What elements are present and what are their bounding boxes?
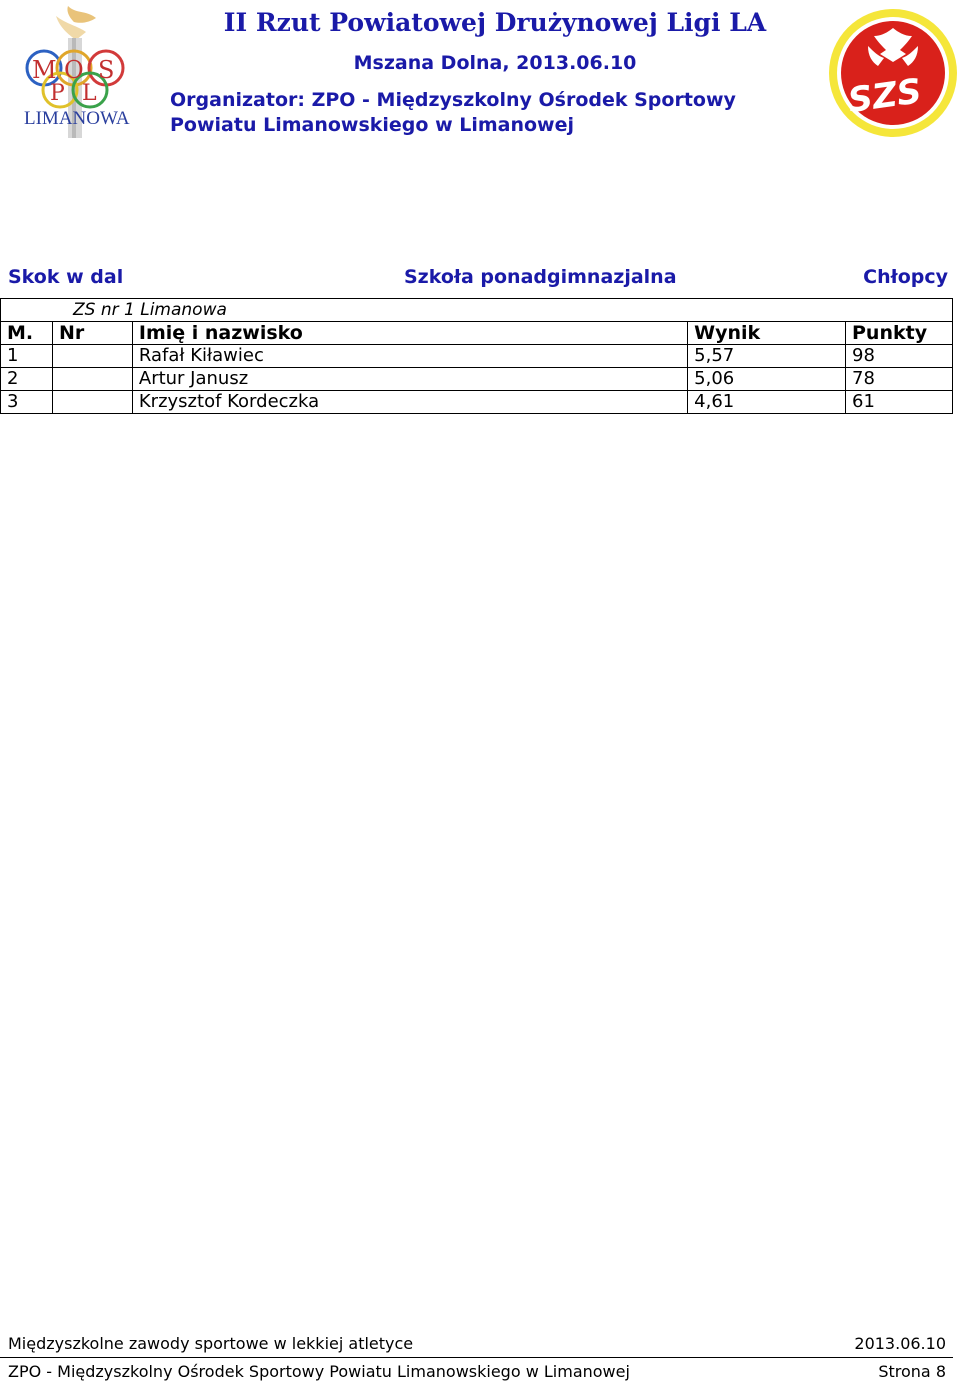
school-category: Szkoła ponadgimnazjalna — [404, 266, 677, 288]
svg-text:S: S — [98, 56, 115, 84]
cell-result: 4,61 — [688, 391, 846, 414]
table-header-row — [1, 322, 953, 345]
cell-name: Artur Janusz — [132, 368, 687, 391]
table-row — [1, 368, 953, 391]
table-row — [1, 391, 953, 414]
place-date: Mszana Dolna, 2013.06.10 — [353, 52, 637, 74]
cell-name: Krzysztof Kordeczka — [132, 391, 687, 414]
cell-points: 78 — [846, 368, 953, 391]
organizer-line-2: Powiatu Limanowskiego w Limanowej — [170, 114, 575, 136]
cell-points: 98 — [846, 345, 953, 368]
col-header-number: Nr — [52, 322, 132, 345]
col-header-result: Wynik — [688, 322, 846, 345]
page-title: II Rzut Powiatowej Drużynowej Ligi LA — [223, 8, 767, 37]
footer-event-description: Międzyszkolne zawody sportowe w lekkiej atletyce — [8, 1334, 414, 1353]
section-heading — [8, 266, 948, 290]
footer-date: 2013.06.10 — [854, 1334, 946, 1353]
svg-text:P: P — [50, 81, 65, 106]
results-table — [0, 298, 953, 414]
cell-result: 5,57 — [688, 345, 846, 368]
footer-organizer: ZPO - Międzyszkolny Ośrodek Sportowy Powiatu Limanowskiego w Limanowej — [8, 1362, 630, 1381]
cell-result: 5,06 — [688, 368, 846, 391]
cell-number — [52, 345, 132, 368]
cell-name: Rafał Kiławiec — [132, 345, 687, 368]
svg-text:M: M — [32, 56, 57, 84]
team-row — [1, 299, 953, 322]
szs-logo — [826, 6, 960, 140]
col-header-place: M. — [1, 322, 53, 345]
team-name: ZS nr 1 Limanowa — [1, 299, 953, 322]
organizer — [170, 88, 736, 138]
cell-points: 61 — [846, 391, 953, 414]
footer-divider — [0, 1357, 953, 1358]
svg-text:LIMANOWA: LIMANOWA — [24, 108, 130, 129]
cell-place: 3 — [1, 391, 53, 414]
table-row — [1, 345, 953, 368]
cell-number — [52, 391, 132, 414]
svg-text:L: L — [82, 81, 97, 106]
cell-number — [52, 368, 132, 391]
col-header-points: Punkty — [846, 322, 953, 345]
organizer-line-1: Organizator: ZPO - Międzyszkolny Ośrodek Sportowy — [170, 89, 736, 111]
mos-limanowa-logo — [16, 4, 136, 140]
event-name: Skok w dal — [8, 266, 124, 288]
col-header-name: Imię i nazwisko — [132, 322, 687, 345]
svg-text:O: O — [64, 56, 84, 84]
svg-text:SZS: SZS — [845, 71, 925, 122]
page-number: Strona 8 — [878, 1362, 946, 1381]
cell-place: 1 — [1, 345, 53, 368]
gender-category: Chłopcy — [863, 266, 948, 288]
cell-place: 2 — [1, 368, 53, 391]
